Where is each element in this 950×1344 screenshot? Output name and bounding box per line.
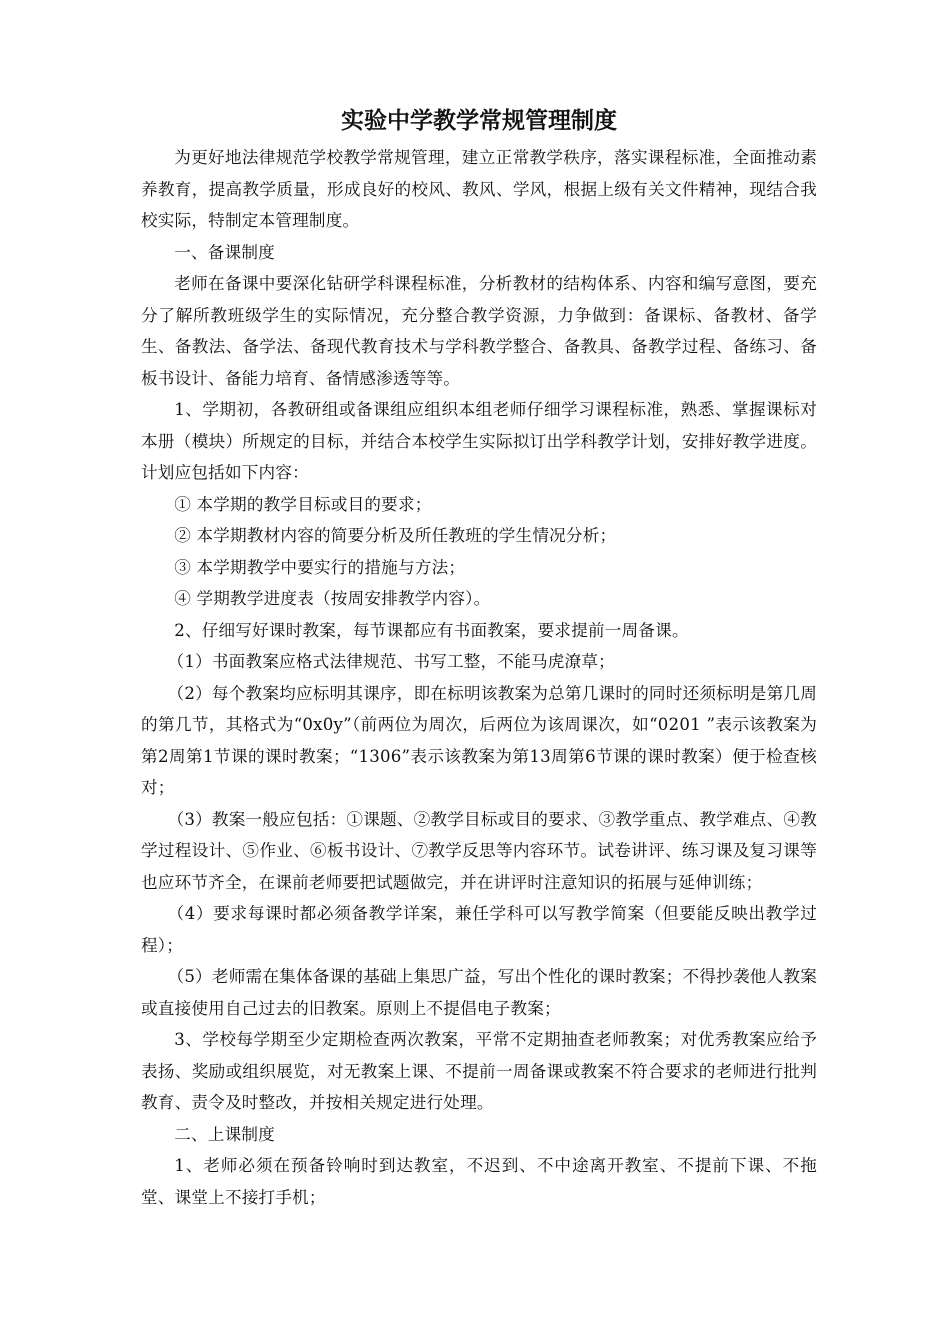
- paragraph-lesson-prep-overview: 老师在备课中要深化钻研学科课程标准，分析教材的结构体系、内容和编写意图，要充分了解所教班级学生的实际情况，充分整合教学资源，力争做到：备课标、备教材、备学生、备教法、备学法、备现代教育技术与学科教学整合、备教具、备教学过程、备练习、备板书设计、备能力培育、备情感渗透等等。: [141, 274, 817, 388]
- sub-item-2: （2）每个教案均应标明其课序，即在标明该教案为总第几课时的同时还须标明是第几周的第几节，其格式为“0x0y”（前两位为周次，后两位为该周课次，如“0201 ”表示该教案为第2周第1节课的课时教案；“1306”表示该教案为第13周第6节课的课时教案）便于检查核对；: [141, 683, 817, 797]
- sub-item-4: （4）要求每课时都必须备教学详案，兼任学科可以写教学简案（但要能反映出教学过程）；: [141, 904, 817, 955]
- list-item-circle-2: ② 本学期教材内容的简要分析及所任教班的学生情况分析；: [174, 526, 617, 545]
- sub-item-5: （5）老师需在集体备课的基础上集思广益，写出个性化的课时教案；不得抄袭他人教案或直接使用自己过去的旧教案。原则上不提倡电子教案；: [141, 967, 817, 1018]
- list-item-circle-1: ① 本学期的教学目标或目的要求；: [174, 494, 432, 514]
- paragraph-item-3: 3、学校每学期至少定期检查两次教案，平常不定期抽查老师教案；对优秀教案应给予表扬、奖励或组织展览，对无教案上课、不提前一周备课或教案不符合要求的老师进行批判教育、责令及时整改，并按相关规定进行处理。: [141, 1030, 817, 1112]
- sub-item-1: （1）书面教案应格式法律规范、书写工整，不能马虎潦草；: [167, 652, 615, 671]
- intro-paragraph: 为更好地法律规范学校教学常规管理，建立正常教学秩序，落实课程标准，全面推动素养教育，提高教学质量，形成良好的校风、教风、学风，根据上级有关文件精神，现结合我校实际，特制定本管理制度。: [141, 148, 817, 230]
- paragraph-teaching-item-1: 1、老师必须在预备铃响时到达教室，不迟到、不中途离开教室、不提前下课、不拖堂、课堂上不接打手机；: [141, 1156, 817, 1207]
- list-item-circle-4: ④ 学期教学进度表（按周安排教学内容）。: [174, 589, 491, 608]
- paragraph-item-2: 2、仔细写好课时教案，每节课都应有书面教案，要求提前一周备课。: [174, 620, 689, 640]
- section-heading-teaching: 二、上课制度: [174, 1124, 275, 1144]
- list-item-circle-3: ③ 本学期教学中要实行的措施与方法；: [174, 557, 466, 577]
- paragraph-item-1: 1、学期初，各教研组或备课组应组织本组老师仔细学习课程标准，熟悉、掌握课标对本册（模块）所规定的目标，并结合本校学生实际拟订出学科教学计划，安排好教学进度。计划应包括如下内容：: [141, 400, 817, 482]
- section-heading-lesson-prep: 一、备课制度: [174, 242, 275, 262]
- document-title: 实验中学教学常规管理制度: [341, 107, 617, 134]
- document-body: [141, 142, 817, 1213]
- sub-item-3: （3）教案一般应包括：①课题、②教学目标或目的要求、③教学重点、教学难点、④教学过程设计、⑤作业、⑥板书设计、⑦教学反思等内容环节。试卷讲评、练习课及复习课等也应环节齐全，在课前老师要把试题做完，并在讲评时注意知识的拓展与延伸训练；: [141, 809, 817, 892]
